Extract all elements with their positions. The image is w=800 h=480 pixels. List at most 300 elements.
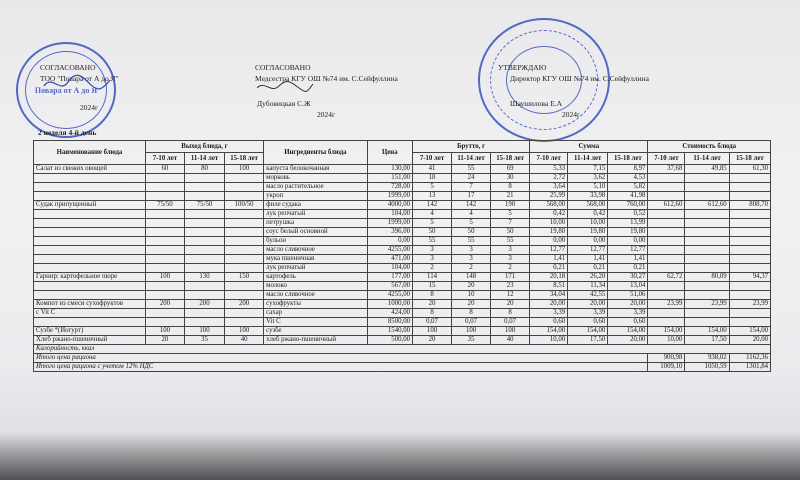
cost-15-18 [729,192,770,201]
sum-7-10: 3,64 [530,183,568,192]
yield-11-14 [184,318,224,327]
brutto-7-10: 50 [413,228,452,237]
table-row [34,282,771,291]
brutto-7-10: 41 [413,165,452,174]
left-approval-title: СОГЛАСОВАНО [40,63,96,72]
cost-15-18 [729,318,770,327]
cost-15-18 [729,210,770,219]
cost-11-14 [685,309,729,318]
cost-11-14 [685,246,729,255]
header-price: Цена [367,141,412,165]
price: 1000,00 [367,300,412,309]
right-approval-year: 2024г [562,110,581,119]
yield-7-10 [145,291,184,300]
header-yield: Выход блюда, г [145,141,263,153]
cost-15-18: 20,00 [729,336,770,345]
table-row [34,327,771,336]
yield-15-18 [225,219,264,228]
brutto-15-18: 7 [491,219,530,228]
sum-11-14: 26,20 [568,273,608,282]
yield-7-10 [145,219,184,228]
total-vat-cost-11-14: 1050,59 [685,363,729,372]
right-approval-title: УТВЕРЖДАЮ [498,63,547,72]
sum-15-18: 0,00 [608,237,648,246]
yield-7-10 [145,183,184,192]
dish-name: с Vit С [34,309,146,318]
yield-11-14 [184,309,224,318]
ingredient: сахар [264,309,367,318]
cost-15-18: 808,70 [729,201,770,210]
dish-name [34,291,146,300]
yield-15-18 [225,264,264,273]
yield-15-18 [225,309,264,318]
brutto-15-18: 20 [491,300,530,309]
yield-11-14 [184,255,224,264]
cost-15-18 [729,219,770,228]
sum-15-18: 760,00 [608,201,648,210]
dish-name [34,228,146,237]
brutto-11-14: 2 [452,264,491,273]
yield-7-10 [145,237,184,246]
dish-name: Сузбе *(Йогурт) [34,327,146,336]
yield-7-10: 60 [145,165,184,174]
sum-7-10: 34,04 [530,291,568,300]
brutto-7-10: 13 [413,192,452,201]
brutto-15-18: 8 [491,183,530,192]
left-signature [42,72,112,94]
week-day-label: 2 неделя 4-й день [38,128,97,137]
table-row [34,201,771,210]
cost-15-18 [729,246,770,255]
cost-7-10 [648,219,685,228]
brutto-15-18: 5 [491,210,530,219]
sum-11-14: 154,00 [568,327,608,336]
ingredient: масло сливочное [264,246,367,255]
calories-row [34,345,771,354]
table-row [34,228,771,237]
table-row [34,192,771,201]
table-row [34,300,771,309]
dish-name [34,255,146,264]
table-row [34,291,771,300]
cost-11-14 [685,291,729,300]
dish-name: Салат из свежих овощей [34,165,146,174]
sum-7-10: 3,39 [530,309,568,318]
yield-11-14 [184,228,224,237]
sum-11-14: 11,34 [568,282,608,291]
dish-name [34,219,146,228]
cost-11-14: 80,09 [685,273,729,282]
table-row [34,246,771,255]
brutto-11-14: 142 [452,201,491,210]
brutto-15-18: 8 [491,309,530,318]
yield-7-10: 200 [145,300,184,309]
brutto-7-10: 100 [413,327,452,336]
header-brutto: Брутто, г [413,141,530,153]
brutto-11-14: 3 [452,246,491,255]
brutto-7-10: 20 [413,336,452,345]
cost-15-18 [729,264,770,273]
sum-15-18: 154,00 [608,327,648,336]
table-row [34,237,771,246]
yield-15-18 [225,228,264,237]
header-cost: Стоимость блюда [648,141,771,153]
sum-11-14: 3,39 [568,309,608,318]
brutto-15-18: 100 [491,327,530,336]
dish-name [34,237,146,246]
dish-name: Судак припущенный [34,201,146,210]
brutto-15-18: 171 [491,273,530,282]
sum-7-10: 10,00 [530,336,568,345]
sum-15-18: 51,06 [608,291,648,300]
brutto-15-18: 190 [491,201,530,210]
dish-name [34,192,146,201]
ingredient: сузбе [264,327,367,336]
sum-15-18: 3,39 [608,309,648,318]
yield-7-10 [145,210,184,219]
yield-15-18 [225,174,264,183]
right-approval-block [498,62,649,120]
middle-approval-title: СОГЛАСОВАНО [255,63,311,72]
calories-label: Калорийность, ккал [34,345,771,354]
total-vat-label: Итого цена рациона с учетом 12% НДС [34,363,648,372]
cost-7-10 [648,255,685,264]
brutto-15-18: 30 [491,174,530,183]
brutto-11-14: 100 [452,327,491,336]
yield-7-10 [145,318,184,327]
yield-15-18: 40 [225,336,264,345]
sum-15-18: 20,00 [608,336,648,345]
cost-7-10 [648,210,685,219]
sum-11-14: 33,98 [568,192,608,201]
yield-11-14 [184,174,224,183]
cost-7-10 [648,183,685,192]
sum-15-18: 1,41 [608,255,648,264]
left-approval-year: 2024г [80,103,99,112]
brutto-15-18: 23 [491,282,530,291]
header-dish: Наименование блюда [34,141,146,165]
sum-7-10: 8,51 [530,282,568,291]
ingredient: масло сливочное [264,291,367,300]
dish-name [34,264,146,273]
cost-11-14 [685,192,729,201]
brutto-7-10: 0,07 [413,318,452,327]
ingredient: мука пшеничная [264,255,367,264]
right-approval-position: Директор КГУ ОШ №74 им. С.Сейфуллина [510,74,649,83]
brutto-11-14: 4 [452,210,491,219]
yield-15-18: 100/50 [225,201,264,210]
sum-15-18: 4,53 [608,174,648,183]
cost-11-14 [685,282,729,291]
cost-11-14: 17,50 [685,336,729,345]
cost-7-10 [648,174,685,183]
price: 500,00 [367,336,412,345]
price: 104,00 [367,210,412,219]
yield-15-18 [225,192,264,201]
dish-name [34,318,146,327]
sum-15-18: 5,82 [608,183,648,192]
ingredient: укроп [264,192,367,201]
yield-15-18: 100 [225,165,264,174]
brutto-15-18: 3 [491,255,530,264]
cost-15-18: 61,30 [729,165,770,174]
ingredient: соус белый основной [264,228,367,237]
yield-7-10 [145,282,184,291]
cost-7-10 [648,228,685,237]
price: 4255,00 [367,291,412,300]
price: 8500,00 [367,318,412,327]
sum-15-18: 12,77 [608,246,648,255]
dish-name [34,183,146,192]
brutto-11-14: 24 [452,174,491,183]
yield-11-14 [184,291,224,300]
price: 0,00 [367,237,412,246]
price: 424,00 [367,309,412,318]
sum-7-10: 0,42 [530,210,568,219]
brutto-7-10: 8 [413,309,452,318]
sum-11-14: 0,42 [568,210,608,219]
table-row [34,309,771,318]
sum-15-18: 30,27 [608,273,648,282]
brutto-11-14: 55 [452,165,491,174]
cost-15-18 [729,309,770,318]
cost-11-14 [685,318,729,327]
header-age: 15-18 лет [608,153,648,165]
header-age: 15-18 лет [225,153,264,165]
total-vat-row [34,363,771,372]
menu-table [33,140,771,372]
brutto-11-14: 5 [452,219,491,228]
sum-7-10: 0,21 [530,264,568,273]
total-cost-15-18: 1162,36 [729,354,770,363]
sum-11-14: 0,21 [568,264,608,273]
middle-signature [255,78,315,96]
table-row [34,219,771,228]
cost-15-18 [729,255,770,264]
price: 1540,00 [367,327,412,336]
menu-table-body [34,165,771,345]
brutto-7-10: 15 [413,282,452,291]
price: 471,00 [367,255,412,264]
yield-7-10 [145,246,184,255]
yield-15-18 [225,246,264,255]
brutto-11-14: 20 [452,300,491,309]
brutto-11-14: 148 [452,273,491,282]
yield-15-18 [225,237,264,246]
yield-7-10: 20 [145,336,184,345]
header-age: 7-10 лет [648,153,685,165]
cost-11-14 [685,255,729,264]
yield-15-18 [225,318,264,327]
cost-11-14: 49,85 [685,165,729,174]
table-row [34,336,771,345]
yield-15-18 [225,282,264,291]
yield-7-10 [145,192,184,201]
cost-15-18 [729,291,770,300]
cost-7-10 [648,291,685,300]
price: 567,00 [367,282,412,291]
cost-15-18: 154,00 [729,327,770,336]
dish-name: Гарнир: картофельное пюре [34,273,146,282]
header-age: 7-10 лет [530,153,568,165]
brutto-11-14: 7 [452,183,491,192]
cost-11-14 [685,210,729,219]
sum-15-18: 0,21 [608,264,648,273]
table-row [34,255,771,264]
yield-7-10 [145,255,184,264]
ingredient: капуста белокочанная [264,165,367,174]
cost-11-14: 612,60 [685,201,729,210]
yield-11-14 [184,264,224,273]
cost-11-14 [685,183,729,192]
ingredient: масло растительное [264,183,367,192]
cost-7-10 [648,264,685,273]
ingredient: картофель [264,273,367,282]
yield-15-18 [225,255,264,264]
header-age: 15-18 лет [729,153,770,165]
yield-15-18: 100 [225,327,264,336]
sum-7-10: 568,00 [530,201,568,210]
header-ingredients: Ингредиенты блюда [264,141,367,165]
sum-11-14: 0,60 [568,318,608,327]
ingredient: сухофрукты [264,300,367,309]
table-row [34,183,771,192]
cost-7-10: 37,68 [648,165,685,174]
ingredient: бульон [264,237,367,246]
cost-15-18: 94,37 [729,273,770,282]
yield-11-14 [184,246,224,255]
price: 1999,00 [367,219,412,228]
dish-name [34,210,146,219]
sum-11-14: 42,55 [568,291,608,300]
brutto-7-10: 55 [413,237,452,246]
yield-7-10: 100 [145,327,184,336]
cost-7-10: 154,00 [648,327,685,336]
yield-11-14 [184,219,224,228]
yield-7-10: 75/50 [145,201,184,210]
brutto-7-10: 20 [413,300,452,309]
brutto-7-10: 8 [413,291,452,300]
table-row [34,273,771,282]
cost-7-10 [648,237,685,246]
sum-15-18: 41,98 [608,192,648,201]
brutto-7-10: 2 [413,264,452,273]
yield-7-10 [145,264,184,273]
brutto-11-14: 20 [452,282,491,291]
middle-approval-year: 2024г [317,110,336,119]
table-row [34,165,771,174]
total-label: Итого цена рациона [34,354,648,363]
brutto-15-18: 40 [491,336,530,345]
total-cost-11-14: 938,02 [685,354,729,363]
yield-7-10 [145,228,184,237]
sum-11-14: 19,80 [568,228,608,237]
price: 1999,00 [367,192,412,201]
brutto-7-10: 5 [413,183,452,192]
sum-7-10: 1,41 [530,255,568,264]
sum-7-10: 12,77 [530,246,568,255]
cost-7-10 [648,192,685,201]
right-approval-name: Шаушилова Е.А [510,99,563,108]
yield-15-18: 200 [225,300,264,309]
left-stamp-text: Повара от А до Я [34,85,98,95]
brutto-11-14: 50 [452,228,491,237]
cost-7-10 [648,309,685,318]
brutto-7-10: 142 [413,201,452,210]
cost-15-18 [729,174,770,183]
brutto-15-18: 2 [491,264,530,273]
header-age: 7-10 лет [413,153,452,165]
table-row [34,264,771,273]
ingredient: Vit C [264,318,367,327]
dish-name [34,174,146,183]
yield-11-14: 80 [184,165,224,174]
price: 151,00 [367,174,412,183]
yield-11-14 [184,210,224,219]
brutto-7-10: 114 [413,273,452,282]
sum-7-10: 10,00 [530,219,568,228]
price: 396,00 [367,228,412,237]
header-age: 11-14 лет [184,153,224,165]
header-age: 11-14 лет [685,153,729,165]
total-cost-7-10: 900,98 [648,354,685,363]
header-sum: Сумма [530,141,648,153]
header-age: 11-14 лет [568,153,608,165]
bottom-shadow [0,432,800,480]
table-row [34,318,771,327]
sum-7-10: 19,80 [530,228,568,237]
sum-11-14: 568,00 [568,201,608,210]
yield-15-18: 150 [225,273,264,282]
cost-7-10 [648,282,685,291]
ingredient: морковь [264,174,367,183]
yield-15-18 [225,183,264,192]
ingredient: филе судака [264,201,367,210]
table-row [34,210,771,219]
sum-11-14: 20,00 [568,300,608,309]
dish-name: Компот из смеси сухофруктов [34,300,146,309]
header-age: 7-10 лет [145,153,184,165]
sum-11-14: 1,41 [568,255,608,264]
sum-15-18: 8,97 [608,165,648,174]
sum-7-10: 0,60 [530,318,568,327]
cost-15-18 [729,237,770,246]
cost-11-14 [685,174,729,183]
price: 728,00 [367,183,412,192]
yield-11-14 [184,192,224,201]
brutto-15-18: 55 [491,237,530,246]
sum-15-18: 0,52 [608,210,648,219]
sum-11-14: 10,00 [568,219,608,228]
ingredient: петрушка [264,219,367,228]
cost-15-18 [729,228,770,237]
cost-11-14 [685,264,729,273]
sum-11-14: 7,15 [568,165,608,174]
brutto-15-18: 50 [491,228,530,237]
sum-7-10: 0,00 [530,237,568,246]
cost-7-10 [648,246,685,255]
dish-name: Хлеб ржано-пшеничный [34,336,146,345]
sum-11-14: 17,50 [568,336,608,345]
yield-11-14 [184,183,224,192]
left-approval-org: ТОО "Повара от А до Я" [40,74,119,83]
sum-11-14: 3,62 [568,174,608,183]
total-vat-cost-15-18: 1301,84 [729,363,770,372]
brutto-11-14: 10 [452,291,491,300]
cost-15-18 [729,183,770,192]
cost-11-14 [685,219,729,228]
brutto-7-10: 3 [413,246,452,255]
